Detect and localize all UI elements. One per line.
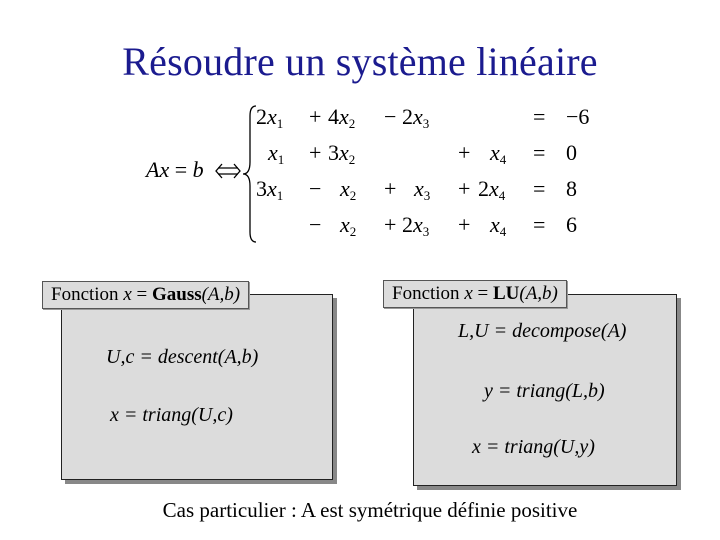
equation-term: $3x_2$ (328, 140, 356, 167)
equation-equals: = (533, 104, 546, 129)
equation-operator: + (458, 212, 471, 237)
equation-operator: − (309, 212, 322, 237)
equation-equals: = (533, 176, 546, 201)
equation-term: $x_4$ (490, 212, 507, 239)
header-prefix: Fonction (392, 283, 460, 304)
equation-term: $x_1$ (268, 140, 285, 167)
footer-note (0, 498, 720, 523)
header-var: x (123, 284, 132, 305)
header-eq: = (136, 284, 148, 305)
equation-operator: − (309, 176, 322, 201)
equation-term: $2x_1$ (256, 104, 284, 131)
equation-equals: = (533, 140, 546, 165)
equation-rhs: 8 (566, 176, 577, 201)
lu-triang-u-line: x = triang(U,y) (472, 436, 595, 458)
equation-rhs: 6 (566, 212, 577, 237)
equation-term: $x_2$ (340, 176, 357, 203)
equation-operator: + (384, 176, 397, 201)
equation-operator: + (309, 104, 322, 129)
equation-rhs: 0 (566, 140, 577, 165)
equation-term: $x_2$ (340, 212, 357, 239)
header-prefix: Fonction (51, 284, 119, 305)
header-var: x (464, 283, 473, 304)
equation-equals: = (533, 212, 546, 237)
vector-b-symbol: b (192, 157, 204, 182)
equation-term: $x_3$ (414, 176, 431, 203)
header-eq: = (477, 283, 489, 304)
lu-function-header (383, 280, 567, 308)
footer-text: Cas particulier : A est symétrique définie positive (162, 498, 578, 522)
gauss-function-box (61, 294, 333, 480)
lhs-expression (146, 157, 204, 183)
equation-operator: − (384, 104, 397, 129)
equation-term: $2x_3$ (402, 212, 430, 239)
header-args: (A,b) (201, 284, 241, 305)
header-args: (A,b) (519, 283, 558, 304)
equivalence-arrow-icon (215, 162, 241, 180)
equation-operator: + (384, 212, 397, 237)
equals-sign: = (174, 157, 188, 182)
gauss-function-header (42, 281, 249, 309)
lu-decompose-line: L,U = decompose(A) (458, 320, 627, 342)
gauss-descent-line: U,c = descent(A,b) (106, 346, 259, 368)
lu-triang-l-line: y = triang(L,b) (484, 380, 605, 402)
equation-term: $2x_4$ (478, 176, 506, 203)
equation-term: $3x_1$ (256, 176, 284, 203)
header-fn-name: LU (492, 283, 520, 304)
header-fn-name: Gauss (151, 284, 202, 305)
matrix-symbol: A (146, 157, 160, 182)
equation-rhs: −6 (566, 104, 590, 129)
equation-operator: + (458, 176, 471, 201)
page-title: Résoudre un système linéaire (122, 39, 598, 84)
gauss-triang-line: x = triang(U,c) (110, 404, 233, 426)
vector-x-symbol: x (159, 157, 170, 182)
equation-term: $4x_2$ (328, 104, 356, 131)
equation-operator: + (309, 140, 322, 165)
equation-term: $x_4$ (490, 140, 507, 167)
equation-term: $2x_3$ (402, 104, 430, 131)
equation-operator: + (458, 140, 471, 165)
